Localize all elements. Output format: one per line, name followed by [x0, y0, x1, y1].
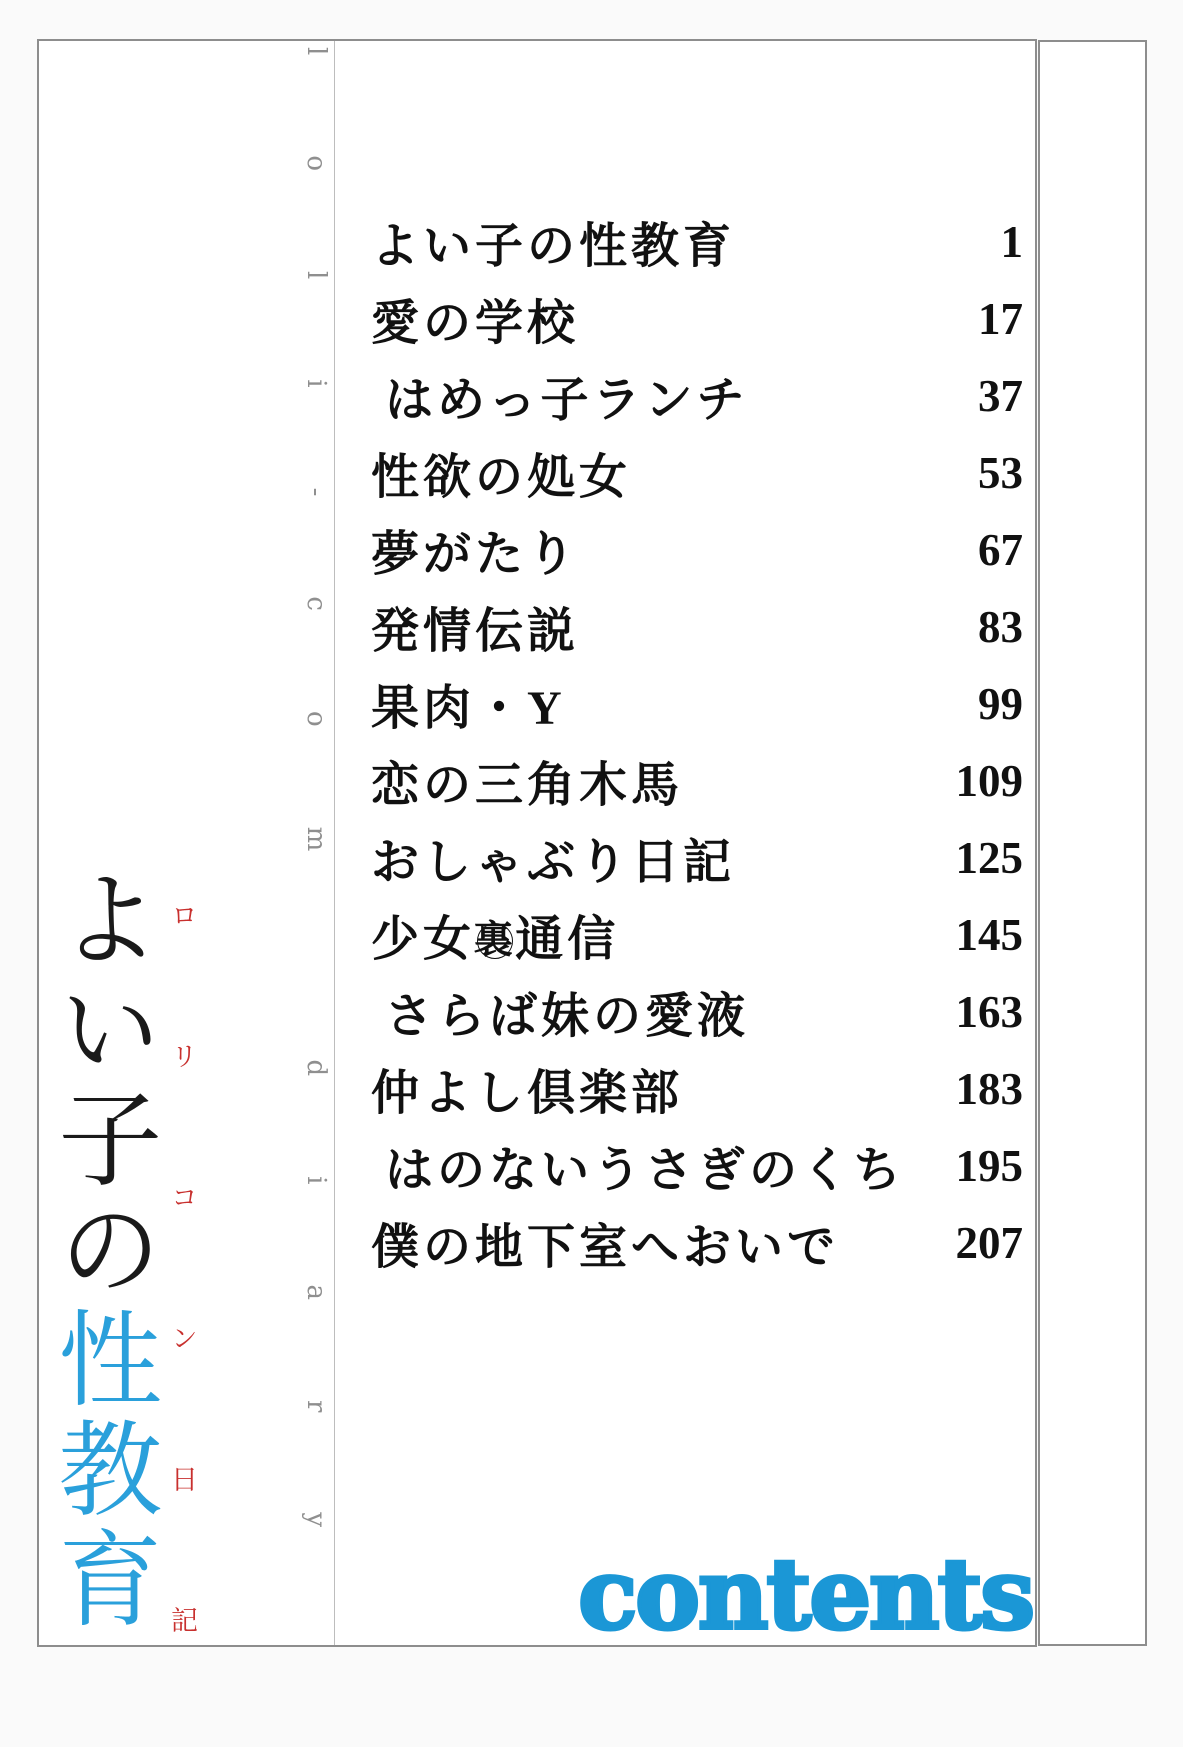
toc-page-number: 195	[955, 1140, 1023, 1191]
toc-row	[335, 357, 1031, 434]
book-title-black-part: よい子の	[42, 865, 159, 1305]
toc-page-number: 1	[1000, 216, 1023, 267]
toc-title: 夢がたり	[371, 528, 580, 581]
toc-title	[335, 900, 619, 969]
table-of-contents	[335, 203, 1031, 1281]
toc-row	[335, 819, 1031, 896]
book-title-vertical	[42, 865, 159, 1635]
book-title-furigana: ロリコン日記	[167, 901, 197, 1747]
toc-page-number: 83	[978, 601, 1023, 652]
toc-title: よい子の性教育	[371, 220, 736, 273]
toc-title: 恋の三角木馬	[371, 759, 684, 812]
toc-row	[335, 203, 1031, 280]
toc-title-pre: 少女	[371, 913, 476, 966]
toc-title-post: 通信	[515, 913, 620, 966]
toc-title: 僕の地下室へおいで	[371, 1221, 840, 1274]
toc-page-number: 145	[955, 909, 1023, 960]
toc-page-number: 17	[978, 293, 1023, 344]
toc-row	[335, 1204, 1031, 1281]
toc-title: はのないうさぎのくち	[385, 1144, 906, 1197]
toc-title: 愛の学校	[371, 297, 580, 350]
toc-page-number: 207	[955, 1217, 1023, 1268]
toc-page-number: 163	[955, 986, 1023, 1037]
toc-row	[335, 511, 1031, 588]
toc-page-number: 109	[955, 755, 1023, 806]
toc-row	[335, 973, 1031, 1050]
spine-text: loli-com diary	[301, 47, 331, 1628]
toc-row	[335, 665, 1031, 742]
toc-row	[335, 1127, 1031, 1204]
toc-page-number: 99	[978, 678, 1023, 729]
toc-title: おしゃぶり日記	[371, 836, 736, 889]
toc-page-number: 37	[978, 370, 1023, 421]
toc-page-number: 53	[978, 447, 1023, 498]
toc-title: 果肉・Y	[371, 682, 566, 735]
toc-row	[335, 1050, 1031, 1127]
book-title-blue-part: 性教育	[42, 1305, 159, 1635]
toc-page-number: 67	[978, 524, 1023, 575]
toc-row	[335, 896, 1031, 973]
circled-ura-character: 裏	[473, 918, 517, 963]
toc-title: 発情伝説	[371, 605, 580, 658]
toc-title: はめっ子ランチ	[385, 374, 749, 427]
page-edge-strip	[1038, 40, 1147, 1646]
toc-page-number: 125	[955, 832, 1023, 883]
toc-row	[335, 280, 1031, 357]
toc-title: さらば妹の愛液	[385, 990, 750, 1043]
main-page-sheet	[37, 39, 1037, 1747]
toc-row	[335, 588, 1031, 665]
toc-title: 性欲の処女	[371, 451, 632, 504]
toc-title: 仲よし倶楽部	[371, 1067, 684, 1120]
toc-row	[335, 742, 1031, 819]
toc-page-number: 183	[955, 1063, 1023, 1114]
toc-row	[335, 434, 1031, 511]
contents-wordmark: contents	[578, 1537, 1033, 1651]
